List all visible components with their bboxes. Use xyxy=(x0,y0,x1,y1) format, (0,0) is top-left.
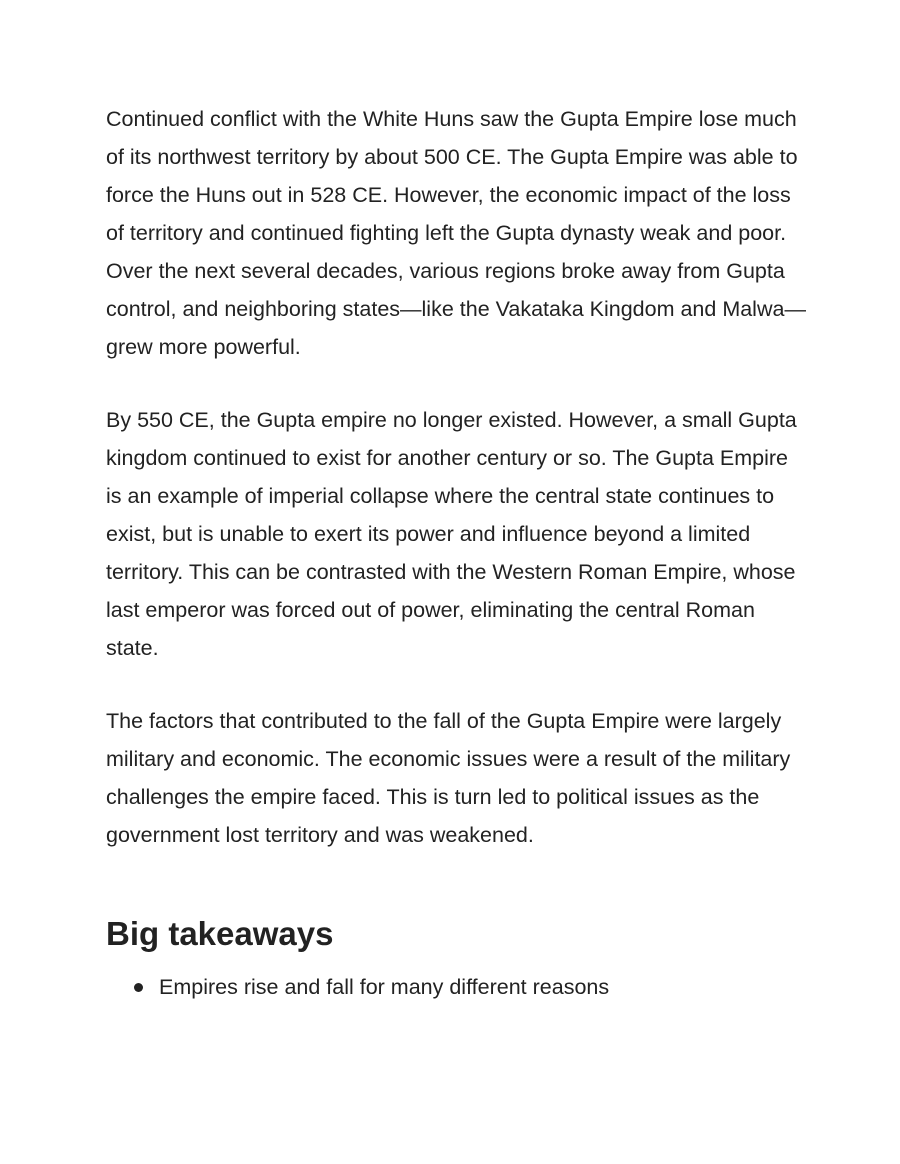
list-item xyxy=(106,968,609,1006)
bullet-icon xyxy=(134,983,143,992)
paragraph-fall-factors: The factors that contributed to the fall of the Gupta Empire were largely military and economic. The economic issues were a result of the military challenges the empire faced. This is turn led to political issues as the government lost territory and was weakened. xyxy=(106,709,791,847)
document-page xyxy=(106,100,806,999)
list-item-text: Empires rise and fall for many different reasons xyxy=(159,975,610,999)
takeaways-list xyxy=(106,968,609,1006)
paragraph-gupta-collapse: By 550 CE, the Gupta empire no longer existed. However, a small Gupta kingdom continued to exist for another century or so. The Gupta Empire is an example of imperial collapse where the central state continues to exist, but is unable to exert its power and influence beyond a limited territory. This can be contrasted with the Western Roman Empire, whose last emperor was forced out of power, eliminating the central Roman state. xyxy=(106,408,797,660)
paragraph-gupta-decline: Continued conflict with the White Huns saw the Gupta Empire lose much of its northwest territory by about 500 CE. The Gupta Empire was able to force the Huns out in 528 CE. However, the economic impact of the loss of territory and continued fighting left the Gupta dynasty weak and poor. Over the next several decades, various regions broke away from Gupta control, and neighboring states—like the Vakataka Kingdom and Malwa—grew more powerful. xyxy=(106,107,806,359)
section-heading: Big takeaways xyxy=(106,915,334,952)
